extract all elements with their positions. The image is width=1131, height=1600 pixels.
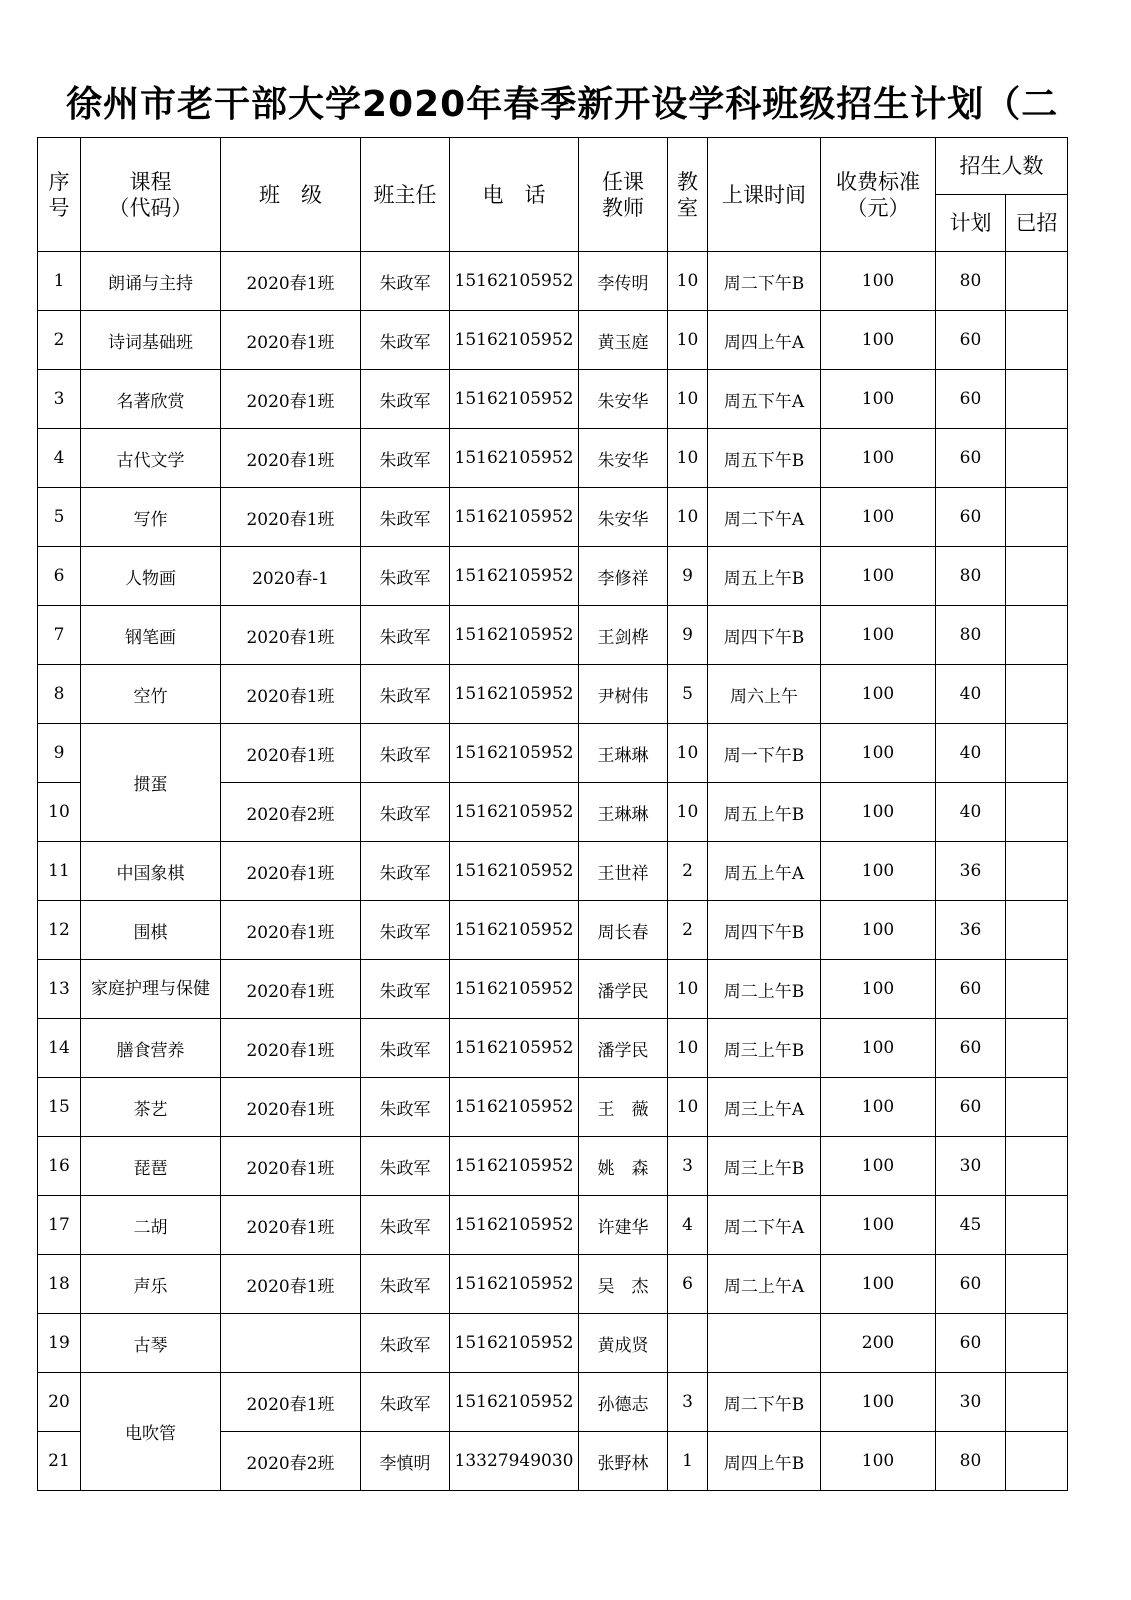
course-cell: 围棋 — [81, 901, 221, 960]
room-cell — [668, 1314, 708, 1373]
head-teacher-cell: 朱政军 — [361, 606, 450, 665]
seq-cell: 15 — [38, 1078, 81, 1137]
teacher-cell: 黄成贤 — [579, 1314, 668, 1373]
seq-cell: 11 — [38, 842, 81, 901]
head-teacher-cell: 朱政军 — [361, 724, 450, 783]
head-teacher-cell: 朱政军 — [361, 901, 450, 960]
room-cell: 10 — [668, 960, 708, 1019]
header-fee: 收费标准 （元） — [821, 138, 936, 252]
teacher-cell: 朱安华 — [579, 429, 668, 488]
class-cell: 2020春1班 — [221, 252, 361, 311]
fee-cell: 100 — [821, 1196, 936, 1255]
enrolled-cell — [1006, 547, 1068, 606]
fee-cell: 100 — [821, 429, 936, 488]
enrollment-table — [37, 137, 1068, 1491]
phone-cell: 15162105952 — [450, 1019, 579, 1078]
phone-cell: 15162105952 — [450, 901, 579, 960]
fee-cell: 100 — [821, 606, 936, 665]
head-teacher-cell: 朱政军 — [361, 311, 450, 370]
course-cell: 声乐 — [81, 1255, 221, 1314]
class-cell: 2020春1班 — [221, 960, 361, 1019]
head-teacher-cell: 朱政军 — [361, 252, 450, 311]
head-teacher-cell: 朱政军 — [361, 1196, 450, 1255]
class-cell: 2020春2班 — [221, 783, 361, 842]
time-cell: 周三上午A — [708, 1078, 821, 1137]
header-class: 班 级 — [221, 138, 361, 252]
teacher-cell: 朱安华 — [579, 488, 668, 547]
phone-cell: 15162105952 — [450, 1137, 579, 1196]
time-cell: 周二上午A — [708, 1255, 821, 1314]
table-row — [38, 960, 1068, 1019]
enrolled-cell — [1006, 1314, 1068, 1373]
enrolled-cell — [1006, 1432, 1068, 1491]
course-cell: 钢笔画 — [81, 606, 221, 665]
header-teacher: 任课 教师 — [579, 138, 668, 252]
header-enrolled: 已招 — [1006, 195, 1068, 252]
plan-cell: 60 — [936, 1255, 1006, 1314]
enrolled-cell — [1006, 311, 1068, 370]
seq-cell: 12 — [38, 901, 81, 960]
plan-cell: 60 — [936, 429, 1006, 488]
header-plan: 计划 — [936, 195, 1006, 252]
plan-cell: 60 — [936, 311, 1006, 370]
plan-cell: 36 — [936, 842, 1006, 901]
teacher-cell: 张野林 — [579, 1432, 668, 1491]
time-cell: 周五下午A — [708, 370, 821, 429]
class-cell: 2020春1班 — [221, 311, 361, 370]
time-cell: 周三上午B — [708, 1137, 821, 1196]
plan-cell: 40 — [936, 724, 1006, 783]
room-cell: 10 — [668, 252, 708, 311]
enrolled-cell — [1006, 252, 1068, 311]
table-row — [38, 724, 1068, 783]
header-seq: 序 号 — [38, 138, 81, 252]
seq-cell: 10 — [38, 783, 81, 842]
phone-cell: 15162105952 — [450, 311, 579, 370]
time-cell: 周四下午B — [708, 606, 821, 665]
seq-cell: 18 — [38, 1255, 81, 1314]
fee-cell: 100 — [821, 252, 936, 311]
table-body — [38, 252, 1068, 1491]
room-cell: 10 — [668, 311, 708, 370]
phone-cell: 15162105952 — [450, 1196, 579, 1255]
phone-cell: 15162105952 — [450, 783, 579, 842]
table-row — [38, 1019, 1068, 1078]
room-cell: 10 — [668, 429, 708, 488]
phone-cell: 15162105952 — [450, 547, 579, 606]
plan-cell: 36 — [936, 901, 1006, 960]
enrolled-cell — [1006, 1019, 1068, 1078]
time-cell: 周二下午A — [708, 1196, 821, 1255]
seq-cell: 13 — [38, 960, 81, 1019]
head-teacher-cell: 朱政军 — [361, 547, 450, 606]
enrolled-cell — [1006, 429, 1068, 488]
room-cell: 10 — [668, 724, 708, 783]
table-row — [38, 1314, 1068, 1373]
course-cell: 家庭护理与保健 — [81, 960, 221, 1019]
class-cell: 2020春1班 — [221, 370, 361, 429]
time-cell: 周四上午B — [708, 1432, 821, 1491]
head-teacher-cell: 朱政军 — [361, 1255, 450, 1314]
room-cell: 2 — [668, 842, 708, 901]
phone-cell: 13327949030 — [450, 1432, 579, 1491]
time-cell — [708, 1314, 821, 1373]
seq-cell: 5 — [38, 488, 81, 547]
fee-cell: 100 — [821, 547, 936, 606]
table-row — [38, 547, 1068, 606]
course-cell: 膳食营养 — [81, 1019, 221, 1078]
seq-cell: 1 — [38, 252, 81, 311]
class-cell: 2020春2班 — [221, 1432, 361, 1491]
plan-cell: 60 — [936, 1019, 1006, 1078]
enrolled-cell — [1006, 842, 1068, 901]
class-cell: 2020春1班 — [221, 842, 361, 901]
seq-cell: 7 — [38, 606, 81, 665]
head-teacher-cell: 朱政军 — [361, 1373, 450, 1432]
class-cell: 2020春1班 — [221, 1373, 361, 1432]
head-teacher-cell: 李慎明 — [361, 1432, 450, 1491]
seq-cell: 21 — [38, 1432, 81, 1491]
fee-cell: 100 — [821, 783, 936, 842]
head-teacher-cell: 朱政军 — [361, 429, 450, 488]
phone-cell: 15162105952 — [450, 488, 579, 547]
plan-cell: 45 — [936, 1196, 1006, 1255]
class-cell: 2020春1班 — [221, 724, 361, 783]
time-cell: 周五上午B — [708, 547, 821, 606]
time-cell: 周五上午A — [708, 842, 821, 901]
header-room: 教 室 — [668, 138, 708, 252]
head-teacher-cell: 朱政军 — [361, 842, 450, 901]
enrolled-cell — [1006, 1373, 1068, 1432]
enrolled-cell — [1006, 370, 1068, 429]
time-cell: 周二下午A — [708, 488, 821, 547]
table-row — [38, 252, 1068, 311]
phone-cell: 15162105952 — [450, 370, 579, 429]
fee-cell: 100 — [821, 842, 936, 901]
teacher-cell: 姚 森 — [579, 1137, 668, 1196]
room-cell: 4 — [668, 1196, 708, 1255]
room-cell: 2 — [668, 901, 708, 960]
head-teacher-cell: 朱政军 — [361, 783, 450, 842]
room-cell: 10 — [668, 370, 708, 429]
course-cell: 写作 — [81, 488, 221, 547]
teacher-cell: 王 薇 — [579, 1078, 668, 1137]
fee-cell: 100 — [821, 901, 936, 960]
teacher-cell: 潘学民 — [579, 960, 668, 1019]
head-teacher-cell: 朱政军 — [361, 1078, 450, 1137]
room-cell: 5 — [668, 665, 708, 724]
teacher-cell: 尹树伟 — [579, 665, 668, 724]
plan-cell: 60 — [936, 1078, 1006, 1137]
course-cell: 古琴 — [81, 1314, 221, 1373]
header-enroll: 招生人数 — [936, 138, 1068, 195]
time-cell: 周一下午B — [708, 724, 821, 783]
course-cell: 中国象棋 — [81, 842, 221, 901]
seq-cell: 2 — [38, 311, 81, 370]
class-cell: 2020春1班 — [221, 1196, 361, 1255]
room-cell: 6 — [668, 1255, 708, 1314]
page-title-text: 徐州市老干部大学2020年春季新开设学科班级招生计划（二 — [66, 84, 1059, 125]
table-row — [38, 1255, 1068, 1314]
fee-cell: 100 — [821, 960, 936, 1019]
teacher-cell: 李修祥 — [579, 547, 668, 606]
time-cell: 周二上午B — [708, 960, 821, 1019]
header-time: 上课时间 — [708, 138, 821, 252]
phone-cell: 15162105952 — [450, 606, 579, 665]
phone-cell: 15162105952 — [450, 842, 579, 901]
fee-cell: 100 — [821, 1373, 936, 1432]
plan-cell: 80 — [936, 606, 1006, 665]
seq-cell: 16 — [38, 1137, 81, 1196]
table-row — [38, 1078, 1068, 1137]
plan-cell: 80 — [936, 1432, 1006, 1491]
fee-cell: 200 — [821, 1314, 936, 1373]
teacher-cell: 黄玉庭 — [579, 311, 668, 370]
teacher-cell: 王剑桦 — [579, 606, 668, 665]
fee-cell: 100 — [821, 1432, 936, 1491]
table-row — [38, 901, 1068, 960]
enrolled-cell — [1006, 488, 1068, 547]
seq-cell: 19 — [38, 1314, 81, 1373]
head-teacher-cell: 朱政军 — [361, 488, 450, 547]
plan-cell: 40 — [936, 783, 1006, 842]
teacher-cell: 李传明 — [579, 252, 668, 311]
fee-cell: 100 — [821, 488, 936, 547]
enrolled-cell — [1006, 724, 1068, 783]
class-cell: 2020春1班 — [221, 1019, 361, 1078]
table-row — [38, 1373, 1068, 1432]
enrolled-cell — [1006, 665, 1068, 724]
plan-cell: 40 — [936, 665, 1006, 724]
head-teacher-cell: 朱政军 — [361, 1019, 450, 1078]
fee-cell: 100 — [821, 370, 936, 429]
fee-cell: 100 — [821, 1019, 936, 1078]
course-cell: 二胡 — [81, 1196, 221, 1255]
class-cell: 2020春1班 — [221, 665, 361, 724]
class-cell: 2020春1班 — [221, 1078, 361, 1137]
enrolled-cell — [1006, 1137, 1068, 1196]
class-cell: 2020春1班 — [221, 429, 361, 488]
seq-cell: 14 — [38, 1019, 81, 1078]
phone-cell: 15162105952 — [450, 1373, 579, 1432]
plan-cell: 60 — [936, 1314, 1006, 1373]
head-teacher-cell: 朱政军 — [361, 370, 450, 429]
head-teacher-cell: 朱政军 — [361, 665, 450, 724]
course-cell: 琵琶 — [81, 1137, 221, 1196]
room-cell: 10 — [668, 783, 708, 842]
phone-cell: 15162105952 — [450, 252, 579, 311]
enrolled-cell — [1006, 1078, 1068, 1137]
head-teacher-cell: 朱政军 — [361, 960, 450, 1019]
room-cell: 10 — [668, 1019, 708, 1078]
class-cell: 2020春1班 — [221, 488, 361, 547]
room-cell: 9 — [668, 547, 708, 606]
course-cell: 朗诵与主持 — [81, 252, 221, 311]
course-cell: 空竹 — [81, 665, 221, 724]
head-teacher-cell: 朱政军 — [361, 1137, 450, 1196]
table-row — [38, 842, 1068, 901]
header-head-teacher: 班主任 — [361, 138, 450, 252]
course-cell: 名著欣赏 — [81, 370, 221, 429]
teacher-cell: 王琳琳 — [579, 724, 668, 783]
page-title — [0, 72, 1131, 132]
class-cell — [221, 1314, 361, 1373]
course-cell: 茶艺 — [81, 1078, 221, 1137]
room-cell: 3 — [668, 1373, 708, 1432]
plan-cell: 30 — [936, 1373, 1006, 1432]
class-cell: 2020春-1 — [221, 547, 361, 606]
course-cell: 人物画 — [81, 547, 221, 606]
teacher-cell: 吴 杰 — [579, 1255, 668, 1314]
enrolled-cell — [1006, 783, 1068, 842]
teacher-cell: 朱安华 — [579, 370, 668, 429]
enrolled-cell — [1006, 1196, 1068, 1255]
fee-cell: 100 — [821, 1137, 936, 1196]
teacher-cell: 许建华 — [579, 1196, 668, 1255]
seq-cell: 20 — [38, 1373, 81, 1432]
enrolled-cell — [1006, 606, 1068, 665]
table-row — [38, 370, 1068, 429]
course-cell: 电吹管 — [81, 1373, 221, 1491]
header-phone: 电 话 — [450, 138, 579, 252]
fee-cell: 100 — [821, 724, 936, 783]
teacher-cell: 潘学民 — [579, 1019, 668, 1078]
room-cell: 1 — [668, 1432, 708, 1491]
enrolled-cell — [1006, 1255, 1068, 1314]
teacher-cell: 周长春 — [579, 901, 668, 960]
time-cell: 周五上午B — [708, 783, 821, 842]
fee-cell: 100 — [821, 1255, 936, 1314]
teacher-cell: 孙德志 — [579, 1373, 668, 1432]
time-cell: 周三上午B — [708, 1019, 821, 1078]
seq-cell: 8 — [38, 665, 81, 724]
fee-cell: 100 — [821, 311, 936, 370]
fee-cell: 100 — [821, 1078, 936, 1137]
room-cell: 3 — [668, 1137, 708, 1196]
table-row — [38, 429, 1068, 488]
table-row — [38, 311, 1068, 370]
plan-cell: 80 — [936, 252, 1006, 311]
table-row — [38, 606, 1068, 665]
plan-cell: 60 — [936, 370, 1006, 429]
teacher-cell: 王琳琳 — [579, 783, 668, 842]
course-cell: 诗词基础班 — [81, 311, 221, 370]
table-row — [38, 665, 1068, 724]
class-cell: 2020春1班 — [221, 901, 361, 960]
course-cell: 掼蛋 — [81, 724, 221, 842]
class-cell: 2020春1班 — [221, 1255, 361, 1314]
table-row — [38, 1196, 1068, 1255]
plan-cell: 80 — [936, 547, 1006, 606]
seq-cell: 17 — [38, 1196, 81, 1255]
time-cell: 周二下午B — [708, 252, 821, 311]
phone-cell: 15162105952 — [450, 665, 579, 724]
time-cell: 周五下午B — [708, 429, 821, 488]
plan-cell: 60 — [936, 960, 1006, 1019]
table-row — [38, 1137, 1068, 1196]
fee-cell: 100 — [821, 665, 936, 724]
enrolled-cell — [1006, 901, 1068, 960]
plan-cell: 30 — [936, 1137, 1006, 1196]
room-cell: 10 — [668, 1078, 708, 1137]
enrolled-cell — [1006, 960, 1068, 1019]
seq-cell: 3 — [38, 370, 81, 429]
time-cell: 周二下午B — [708, 1373, 821, 1432]
phone-cell: 15162105952 — [450, 724, 579, 783]
time-cell: 周六上午 — [708, 665, 821, 724]
table-row — [38, 488, 1068, 547]
seq-cell: 4 — [38, 429, 81, 488]
course-cell: 古代文学 — [81, 429, 221, 488]
phone-cell: 15162105952 — [450, 1255, 579, 1314]
phone-cell: 15162105952 — [450, 1078, 579, 1137]
phone-cell: 15162105952 — [450, 429, 579, 488]
phone-cell: 15162105952 — [450, 1314, 579, 1373]
time-cell: 周四下午B — [708, 901, 821, 960]
head-teacher-cell: 朱政军 — [361, 1314, 450, 1373]
room-cell: 9 — [668, 606, 708, 665]
class-cell: 2020春1班 — [221, 1137, 361, 1196]
header-course: 课程 （代码） — [81, 138, 221, 252]
class-cell: 2020春1班 — [221, 606, 361, 665]
phone-cell: 15162105952 — [450, 960, 579, 1019]
seq-cell: 9 — [38, 724, 81, 783]
plan-cell: 60 — [936, 488, 1006, 547]
teacher-cell: 王世祥 — [579, 842, 668, 901]
time-cell: 周四上午A — [708, 311, 821, 370]
room-cell: 10 — [668, 488, 708, 547]
seq-cell: 6 — [38, 547, 81, 606]
